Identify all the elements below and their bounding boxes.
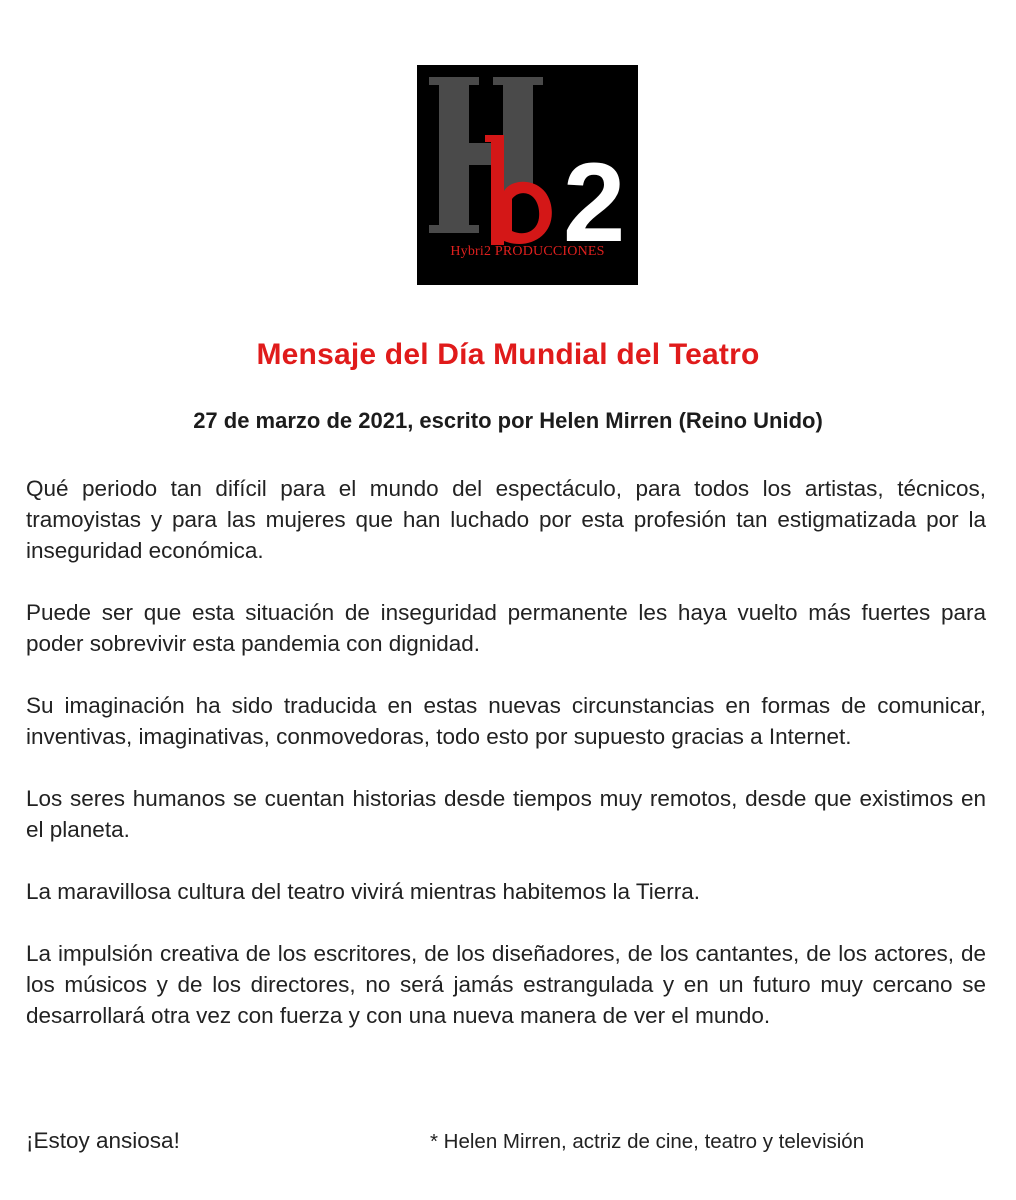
- date-author-line: 27 de marzo de 2021, escrito por Helen Mirren (Reino Unido): [193, 408, 823, 433]
- logo-caption: Hybri2 PRODUCCIONES: [450, 244, 605, 259]
- closing-line: ¡Estoy ansiosa!: [26, 1128, 180, 1153]
- hybri2-logo: [417, 65, 638, 285]
- paragraph: La maravillosa cultura del teatro vivirá mientras habitemos la Tierra.: [26, 879, 701, 904]
- author-footnote: * Helen Mirren, actriz de cine, teatro y televisión: [430, 1130, 865, 1153]
- paragraph: Qué periodo tan difícil para el mundo del espectáculo, para todos los artistas, técnicos, tramoyistas y para las mujeres que han luchado por esta profesión tan estigmatizada por la inseguridad económica.: [26, 476, 986, 563]
- page-title: Mensaje del Día Mundial del Teatro: [256, 338, 760, 371]
- svg-text:2: 2: [563, 140, 626, 265]
- paragraph: La impulsión creativa de los escritores, de los diseñadores, de los cantantes, de los actores, de los músicos y de los directores, no será jamás estrangulada y en un futuro muy cercano se desarrollará otra vez con fuerza y con una nueva manera de ver el mundo.: [26, 941, 986, 1028]
- message-body: [26, 473, 986, 1062]
- paragraph: Puede ser que esta situación de inseguridad permanente les haya vuelto más fuertes para poder sobrevivir esta pandemia con dignidad.: [26, 600, 986, 656]
- paragraph: Los seres humanos se cuentan historias desde tiempos muy remotos, desde que existimos en el planeta.: [26, 786, 986, 842]
- paragraph: Su imaginación ha sido traducida en estas nuevas circunstancias en formas de comunicar, inventivas, imaginativas, conmovedoras, todo esto por supuesto gracias a Internet.: [26, 693, 986, 749]
